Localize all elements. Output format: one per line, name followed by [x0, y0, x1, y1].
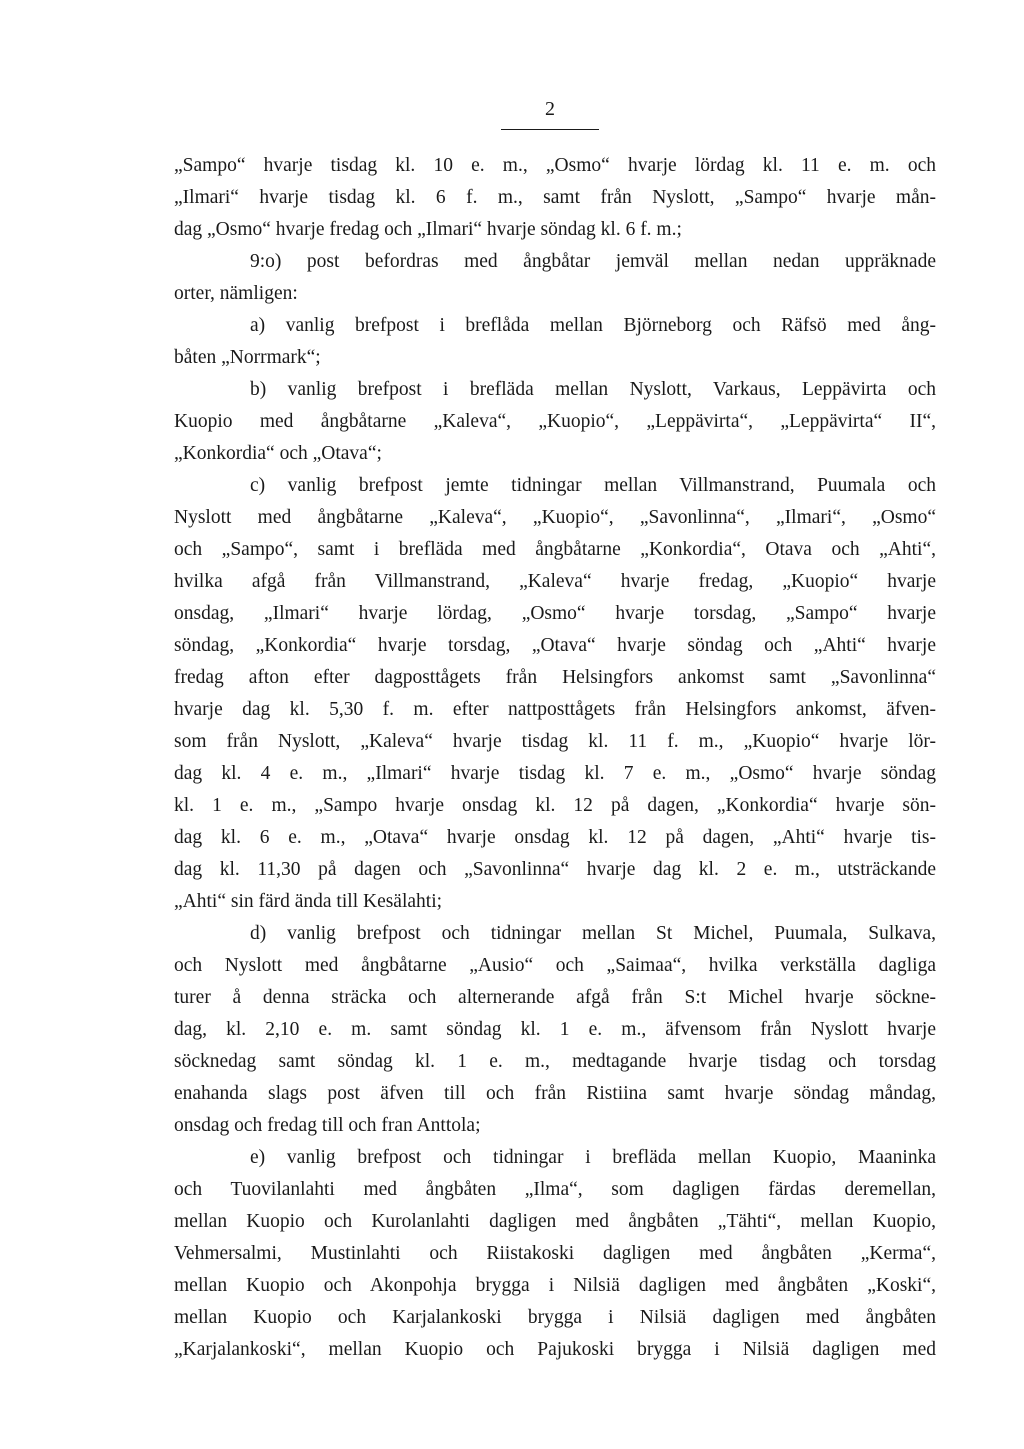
text-line: „Karjalankoski“, mellan Kuopio och Pajukoski brygga i Nilsiä dagligen med — [174, 1339, 936, 1360]
text-line: dag „Osmo“ hvarje fredag och „Ilmari“ hvarje söndag kl. 6 f. m.; — [174, 219, 682, 240]
text-line: a) vanlig brefpost i breflåda mellan Björneborg och Räfsö med ång- — [250, 315, 936, 336]
text-line: hvarje dag kl. 5,30 f. m. efter nattposttågets från Helsingfors ankomst, äfven- — [174, 699, 936, 720]
text-line: och „Sampo“, samt i brefläda med ångbåtarne „Konkordia“, Otava och „Ahti“, — [174, 539, 936, 560]
text-line: hvilka afgå från Villmanstrand, „Kaleva“ hvarje fredag, „Kuopio“ hvarje — [174, 571, 936, 592]
text-line: dag, kl. 2,10 e. m. samt söndag kl. 1 e. m., äfvensom från Nyslott hvarje — [174, 1019, 936, 1040]
text-line: båten „Norrmark“; — [174, 347, 321, 368]
text-line: Nyslott med ångbåtarne „Kaleva“, „Kuopio“, „Savonlinna“, „Ilmari“, „Osmo“ — [174, 507, 936, 528]
text-line: fredag afton efter dagposttågets från Helsingfors ankomst samt „Savonlinna“ — [174, 667, 936, 688]
text-line: „Konkordia“ och „Otava“; — [174, 443, 382, 464]
text-line: dag kl. 6 e. m., „Otava“ hvarje onsdag kl. 12 på dagen, „Ahti“ hvarje tis- — [174, 827, 936, 848]
text-line: 9:o) post befordras med ångbåtar jemväl mellan nedan uppräknade — [250, 251, 936, 272]
text-line: mellan Kuopio och Karjalankoski brygga i Nilsiä dagligen med ångbåten — [174, 1307, 936, 1328]
text-line: e) vanlig brefpost och tidningar i brefläda mellan Kuopio, Maaninka — [250, 1147, 936, 1168]
text-line: söndag, „Konkordia“ hvarje torsdag, „Otava“ hvarje söndag och „Ahti“ hvarje — [174, 635, 936, 656]
page-number: 2 — [545, 98, 555, 120]
text-line: d) vanlig brefpost och tidningar mellan St Michel, Puumala, Sulkava, — [250, 923, 936, 944]
text-line: dag kl. 11,30 på dagen och „Savonlinna“ hvarje dag kl. 2 e. m., utsträckande — [174, 859, 936, 880]
text-line: orter, nämligen: — [174, 283, 298, 304]
text-line: „Ilmari“ hvarje tisdag kl. 6 f. m., samt från Nyslott, „Sampo“ hvarje mån- — [174, 187, 936, 208]
text-line: onsdag, „Ilmari“ hvarje lördag, „Osmo“ hvarje torsdag, „Sampo“ hvarje — [174, 603, 936, 624]
text-line: b) vanlig brefpost i brefläda mellan Nyslott, Varkaus, Leppävirta och — [250, 379, 936, 400]
text-line: Kuopio med ångbåtarne „Kaleva“, „Kuopio“, „Leppävirta“, „Leppävirta“ II“, — [174, 411, 936, 432]
text-line: och Tuovilanlahti med ångbåten „Ilma“, som dagligen färdas deremellan, — [174, 1179, 936, 1200]
text-line: som från Nyslott, „Kaleva“ hvarje tisdag kl. 11 f. m., „Kuopio“ hvarje lör- — [174, 731, 936, 752]
text-line: dag kl. 4 e. m., „Ilmari“ hvarje tisdag kl. 7 e. m., „Osmo“ hvarje söndag — [174, 763, 936, 784]
body-text — [174, 150, 936, 1366]
text-line: enahanda slags post äfven till och från Ristiina samt hvarje söndag måndag, — [174, 1083, 936, 1104]
text-line: kl. 1 e. m., „Sampo hvarje onsdag kl. 12 på dagen, „Konkordia“ hvarje sön- — [174, 795, 936, 816]
header-rule — [501, 129, 599, 130]
text-line: och Nyslott med ångbåtarne „Ausio“ och „Saimaa“, hvilka verkställa dagliga — [174, 955, 936, 976]
text-line: onsdag och fredag till och fran Anttola; — [174, 1115, 481, 1136]
text-line: turer å denna sträcka och alternerande afgå från S:t Michel hvarje söckne- — [174, 987, 936, 1008]
text-line: „Sampo“ hvarje tisdag kl. 10 e. m., „Osmo“ hvarje lördag kl. 11 e. m. och — [174, 155, 936, 176]
text-line: mellan Kuopio och Akonpohja brygga i Nilsiä dagligen med ångbåten „Koski“, — [174, 1275, 936, 1296]
text-line: c) vanlig brefpost jemte tidningar mellan Villmanstrand, Puumala och — [250, 475, 936, 496]
text-line: söcknedag samt söndag kl. 1 e. m., medtagande hvarje tisdag och torsdag — [174, 1051, 936, 1072]
text-line: Vehmersalmi, Mustinlahti och Riistakoski dagligen med ångbåten „Kerma“, — [174, 1243, 936, 1264]
text-line: mellan Kuopio och Kurolanlahti dagligen med ångbåten „Tähti“, mellan Kuopio, — [174, 1211, 936, 1232]
text-line: „Ahti“ sin färd ända till Kesälahti; — [174, 891, 443, 912]
